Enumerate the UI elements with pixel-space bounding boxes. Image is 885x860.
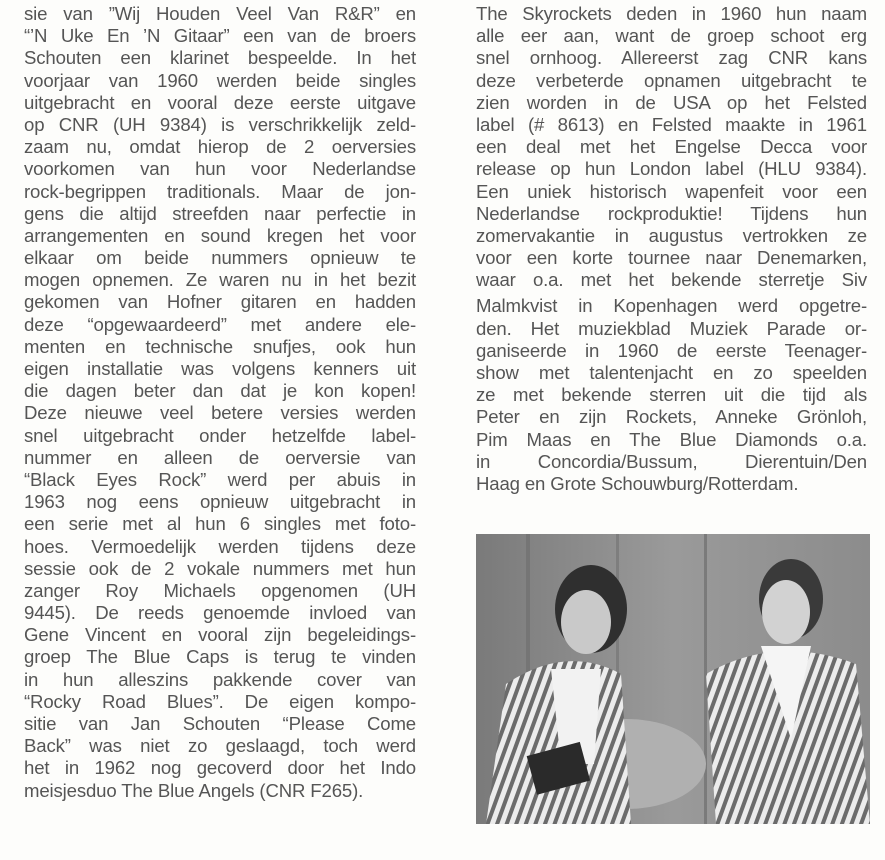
text-line: sie van ”Wij Houden Veel Van R&R” en: [24, 3, 416, 24]
text-line: “’N Uke En ’N Gitaar” een van de broers: [24, 25, 416, 47]
text-line: den. Het muziekblad Muziek Parade or-: [476, 317, 867, 339]
text-line: menten en technische snufjes, ook hun: [24, 335, 416, 357]
text-line: “Black Eyes Rock” werd per abuis in: [24, 468, 416, 490]
text-line: Een uniek historisch wapenfeit voor een: [476, 180, 867, 202]
text-line: sessie ook de 2 vokale nummers met hun: [24, 557, 416, 579]
text-line: arrangementen en sound kregen het voor: [24, 224, 416, 246]
text-line: Nederlandse rockproduktie! Tijdens hun: [476, 202, 867, 224]
text-line: uitgebracht en vooral deze eerste uitgave: [24, 91, 416, 113]
text-line: Back” was niet zo geslaagd, toch werd: [24, 735, 416, 757]
text-line: 9445). De reeds genoemde invloed van: [24, 602, 416, 624]
text-line: release op hun London label (HLU 9384).: [476, 158, 867, 180]
text-line: nummer en alleen de oerversie van: [24, 446, 416, 468]
text-line: meisjesduo The Blue Angels (CNR F265).: [24, 779, 364, 801]
text-line: deze “opgewaardeerd” met andere ele-: [24, 313, 416, 335]
text-line: die dagen beter dan dat je kon kopen!: [24, 380, 416, 402]
text-line: op CNR (UH 9384) is verschrikkelijk zeld-: [24, 113, 416, 135]
text-line: Peter en zijn Rockets, Anneke Grönloh,: [476, 406, 867, 428]
text-line: zien worden in de USA op het Felsted: [476, 91, 867, 113]
text-line: een deal met het Engelse Decca voor: [476, 136, 867, 158]
text-line: Schouten een klarinet bespeelde. In het: [24, 47, 416, 69]
text-line: ganiseerde in 1960 de eerste Teenager-: [476, 339, 867, 361]
text-line: Deze nieuwe veel betere versies werden: [24, 402, 416, 424]
text-line: alle eer aan, want de groep schoot erg: [476, 25, 867, 47]
text-line: 1963 nog eens opnieuw uitgebracht in: [24, 491, 416, 513]
text-line: in Concordia/Bussum, Dierentuin/Den: [476, 450, 867, 472]
text-line: een serie met al hun 6 singles met foto-: [24, 513, 416, 535]
text-line: zanger Roy Michaels opgenomen (UH: [24, 579, 416, 601]
text-line: sitie van Jan Schouten “Please Come: [24, 713, 416, 734]
text-line: voorjaar van 1960 werden beide singles: [24, 69, 416, 91]
text-line: snel uitgebracht onder hetzelfde label-: [24, 424, 416, 446]
text-line: mogen opnemen. Ze waren nu in het bezit: [24, 269, 416, 291]
band-photo-illustration: [476, 534, 870, 824]
text-line: waar o.a. met het bekende sterretje Siv: [476, 269, 867, 291]
text-line: Haag en Grote Schouwburg/Rotterdam.: [476, 472, 799, 494]
text-line: hoes. Vermoedelijk werden tijdens deze: [24, 535, 416, 557]
text-line: show met talentenjacht en zo speelden: [476, 362, 867, 383]
text-line: label (# 8613) en Felsted maakte in 1961: [476, 113, 867, 135]
text-line: “Rocky Road Blues”. De eigen kompo-: [24, 690, 416, 712]
text-line: snel ornhoog. Allereerst zag CNR kans: [476, 47, 867, 69]
right-text-column: [476, 3, 867, 495]
text-line: zaam nu, omdat hierop de 2 oerversies: [24, 136, 416, 158]
text-line: het in 1962 nog gecoverd door het Indo: [24, 757, 416, 779]
text-line: groep The Blue Caps is terug te vinden: [24, 646, 416, 668]
text-line: Pim Maas en The Blue Diamonds o.a.: [476, 428, 867, 450]
text-line: in hun alleszins pakkende cover van: [24, 668, 416, 690]
text-line: ze met bekende sterren uit die tijd als: [476, 384, 867, 406]
text-line: Malmkvist in Kopenhagen werd opgetre-: [476, 295, 867, 317]
band-photo: [476, 534, 870, 824]
text-line: zomervakantie in augustus vertrokken ze: [476, 224, 867, 246]
left-text-column: [24, 3, 416, 802]
text-line: rock-begrippen traditionals. Maar de jon-: [24, 180, 416, 202]
text-line: elkaar om beide nummers opnieuw te: [24, 247, 416, 269]
text-line: voor een korte tournee naar Denemarken,: [476, 247, 867, 269]
text-line: The Skyrockets deden in 1960 hun naam: [476, 3, 867, 24]
text-line: gekomen van Hofner gitaren en hadden: [24, 291, 416, 313]
text-line: eigen installatie was volgens kenners uit: [24, 358, 416, 379]
text-line: voorkomen van hun voor Nederlandse: [24, 158, 416, 180]
text-line: gens die altijd streefden naar perfectie in: [24, 202, 416, 224]
text-line: deze verbeterde opnamen uitgebracht te: [476, 69, 867, 91]
text-line: Gene Vincent en vooral zijn begeleidings-: [24, 624, 416, 646]
